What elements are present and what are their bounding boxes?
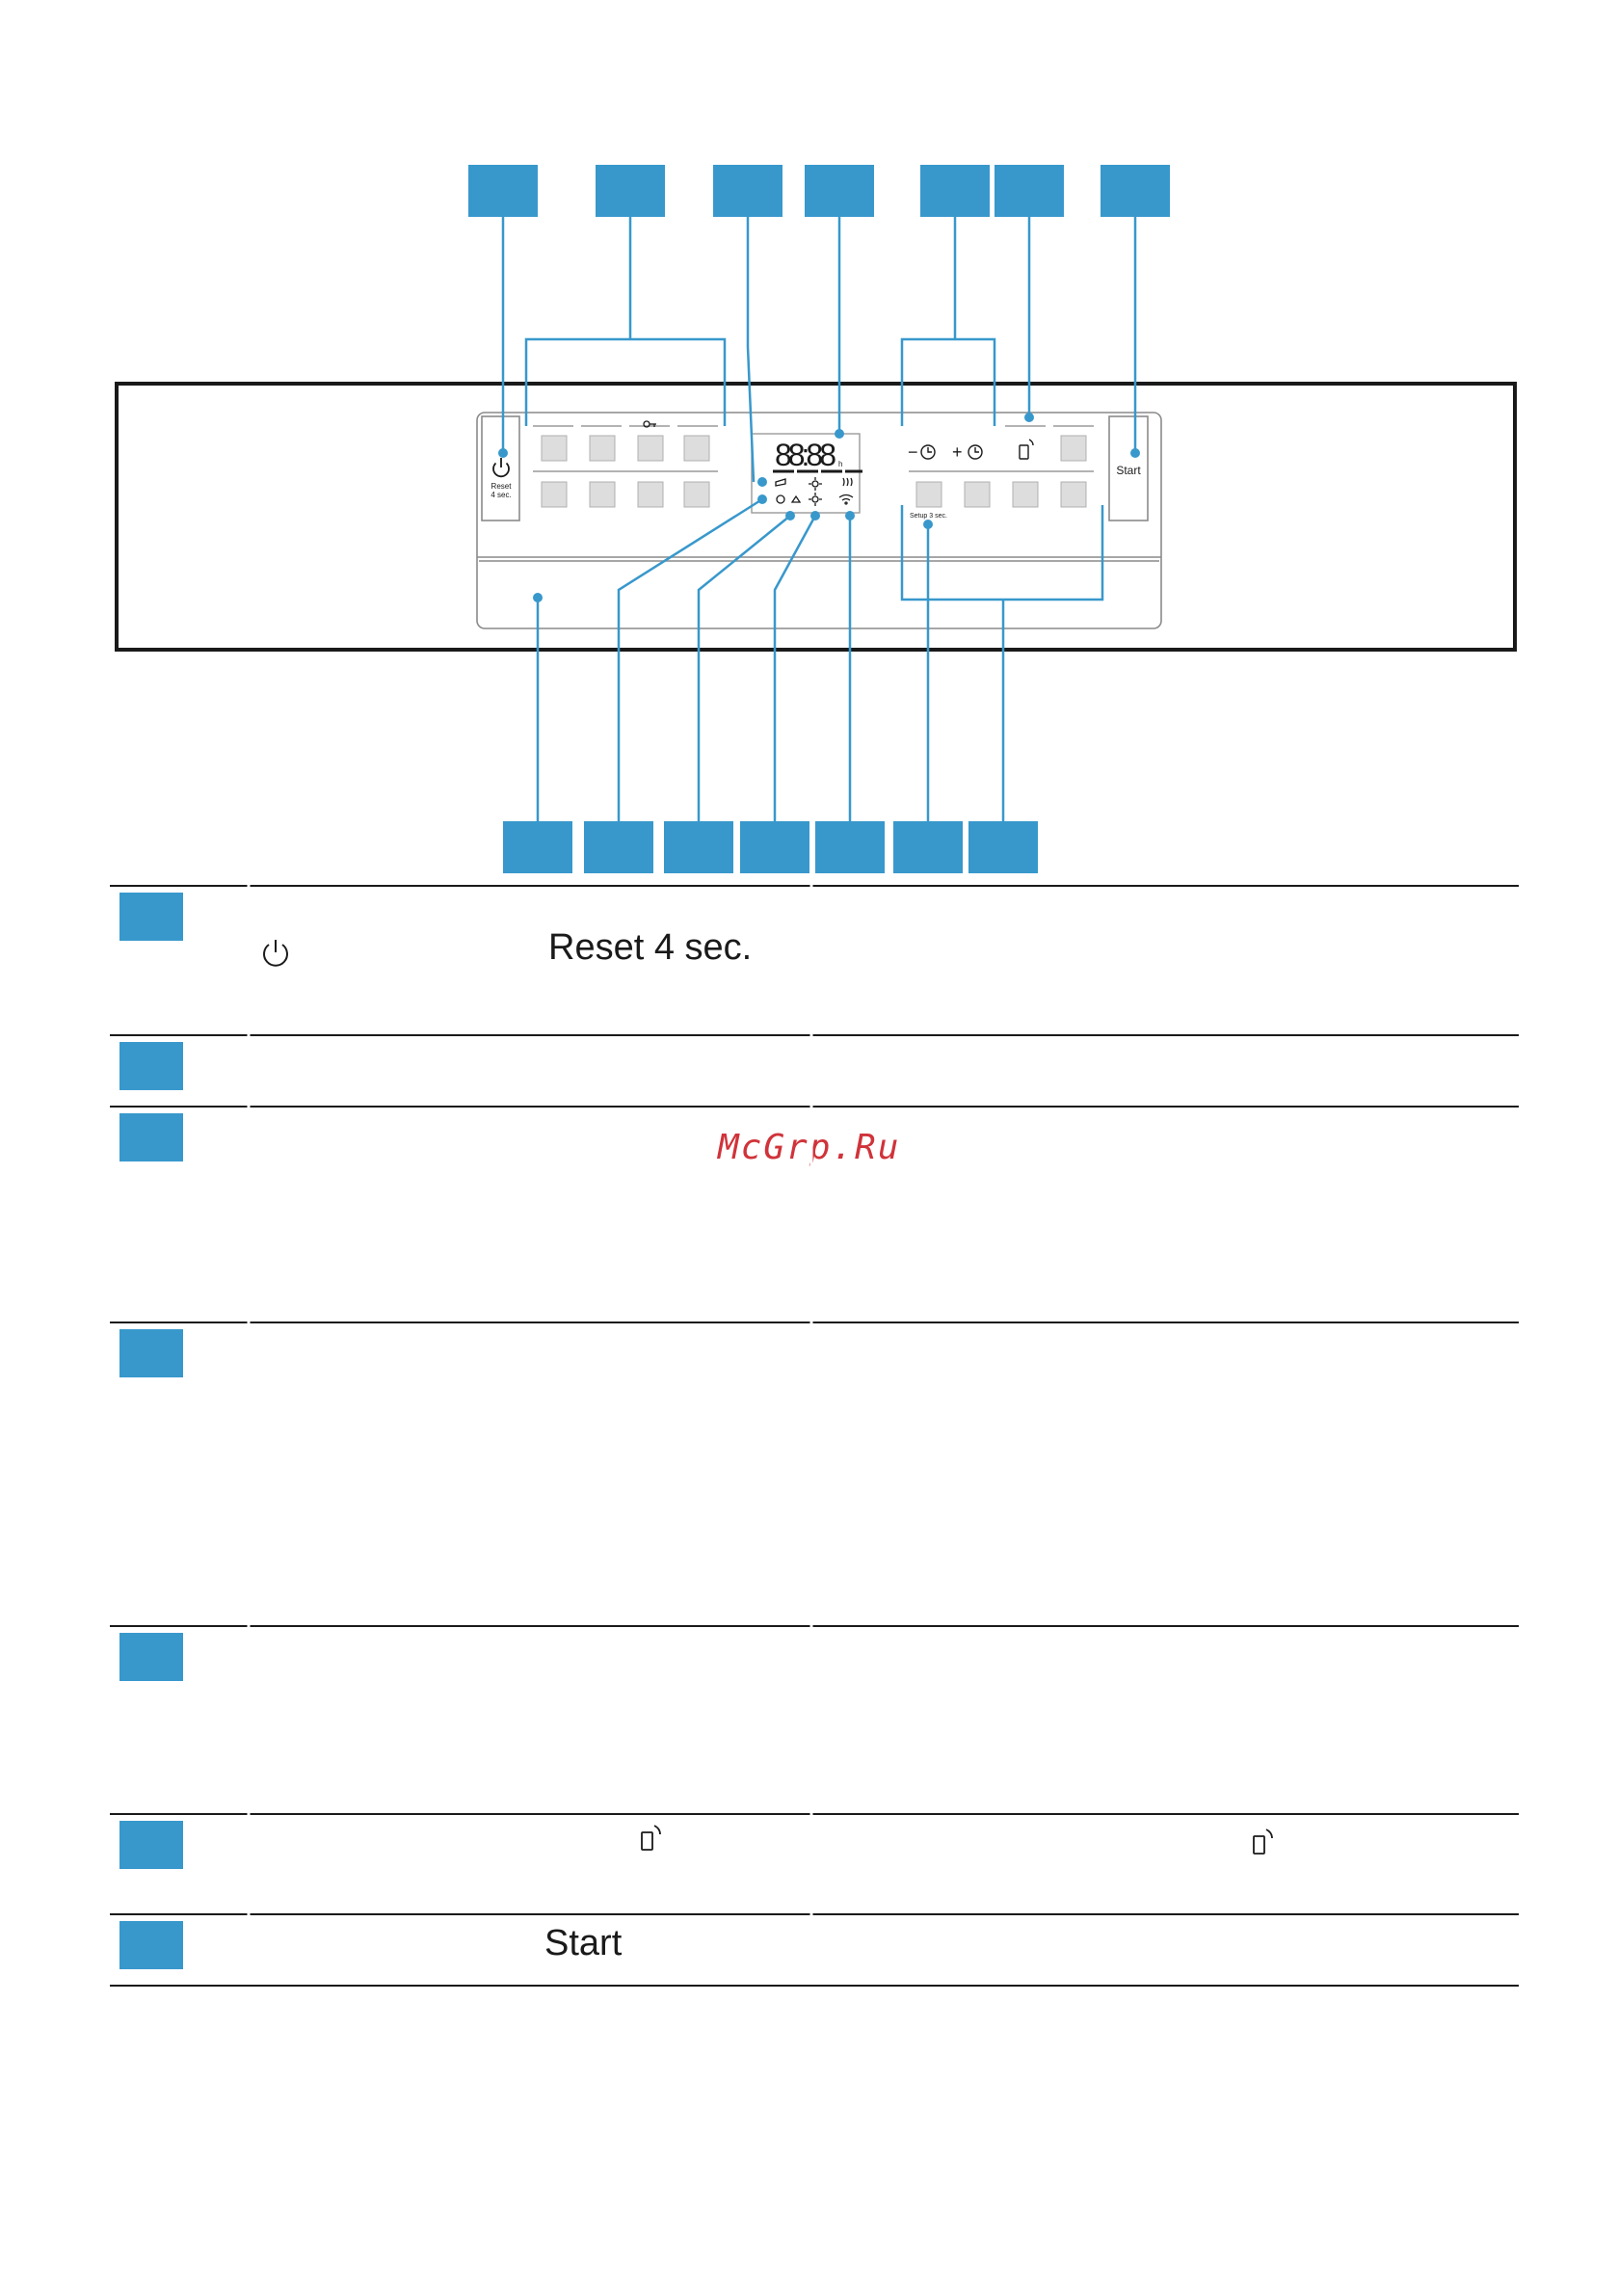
reset-text: Reset 4 sec. [548,927,753,968]
callout-badge-7 [1101,165,1170,217]
display-digits: 88:88 [775,438,836,472]
callout-leaders-bottom [538,499,1102,821]
option-button[interactable] [638,482,663,507]
callout-badge-12 [815,821,885,873]
wifi-icon [839,495,853,505]
display-status-icons [776,477,853,506]
rinse-aid-icon [776,479,785,486]
clock-icon-minus[interactable] [921,445,935,459]
setting-button[interactable] [1061,482,1086,507]
callout-badges-top [468,165,1170,217]
callout-badge-14 [968,821,1038,873]
setting-button[interactable] [965,482,990,507]
callout-badge-1 [468,165,538,217]
column-separators [110,885,1519,1974]
program-button[interactable] [638,436,663,461]
sun-icon [809,477,822,491]
remote-extra-button[interactable] [1061,436,1086,461]
heat-icon [843,478,852,486]
reset-label-line1: Reset [491,482,512,491]
timer-plus-label: + [952,442,963,462]
sun-icon [809,493,822,506]
display-unit: h [838,460,843,468]
callout-badge-10 [664,821,733,873]
callout-badge-5 [920,165,990,217]
setting-button[interactable] [916,482,942,507]
timer-minus-label: − [908,442,918,462]
callout-badges-bottom [503,821,1038,873]
option-button[interactable] [684,482,709,507]
option-button[interactable] [542,482,567,507]
callout-badge-8 [503,821,572,873]
option-button[interactable] [590,482,615,507]
program-button[interactable] [590,436,615,461]
refresh-icon [777,495,784,503]
reset-label-line2: 4 sec. [491,491,512,499]
setting-button[interactable] [1013,482,1038,507]
start-label[interactable]: Start [1116,464,1141,477]
power-icon[interactable] [493,458,509,476]
program-button[interactable] [542,436,567,461]
callout-badge-9 [584,821,653,873]
watermark: McGrp.Ru [718,1128,901,1167]
salt-icon [792,496,800,502]
control-panel-diagram [0,0,1618,877]
callout-badge-13 [893,821,963,873]
remote-start-icon[interactable] [1020,440,1033,459]
callout-badge-11 [740,821,809,873]
start-text: Start [544,1923,623,1963]
legend-table [110,885,1519,1987]
callout-badge-2 [596,165,665,217]
clock-icon-plus[interactable] [968,445,982,459]
callout-badge-6 [995,165,1064,217]
callout-badge-3 [713,165,782,217]
callout-badge-4 [805,165,874,217]
setup-label: Setup 3 sec. [910,513,947,520]
program-button[interactable] [684,436,709,461]
